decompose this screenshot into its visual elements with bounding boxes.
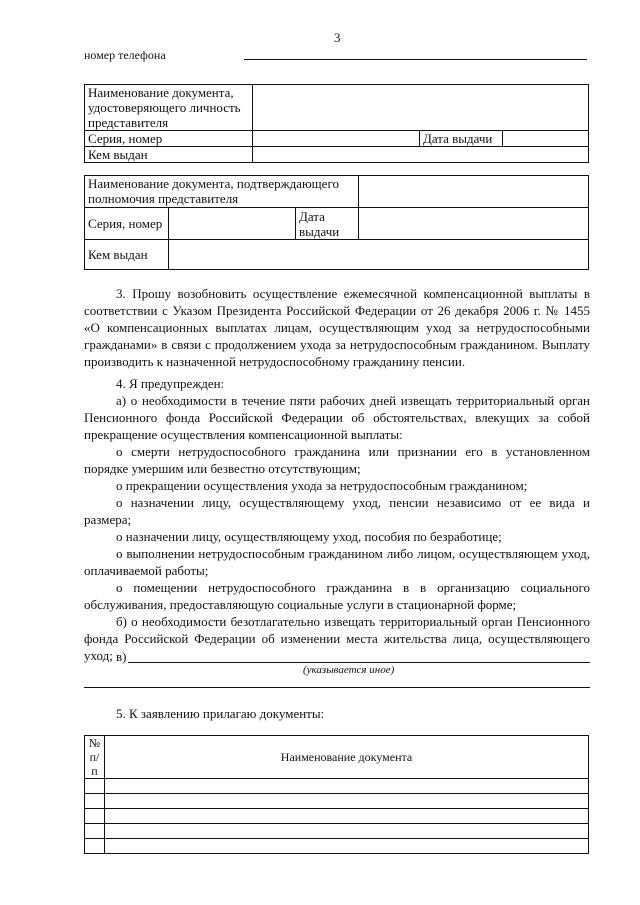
section-4-v-label: в) <box>116 649 127 664</box>
attached-docs-col-name: Наименование документа <box>105 736 589 779</box>
row-name-cell[interactable] <box>105 779 589 794</box>
rep-auth-issue-date-label: Дата выдачи <box>296 208 359 240</box>
rep-auth-issued-by-label: Кем выдан <box>85 240 169 270</box>
rep-auth-issued-by-field[interactable] <box>169 240 589 270</box>
page-number: 3 <box>334 30 341 45</box>
rep-auth-table <box>84 175 589 270</box>
section-3 <box>84 285 590 370</box>
section-4-title: 4. Я предупрежден: <box>116 376 225 391</box>
rep-auth-doc-name-field[interactable] <box>359 176 589 208</box>
section-4-item-b: б) о необходимости безотлагательно извещать территориальный орган Пенсионного фонда Российской Федерации об изменении места жительства лица, осуществляющего уход; <box>84 614 590 663</box>
section-4-item: о выполнении нетрудоспособным гражданином либо лицом, осуществляющем уход, оплачиваемой работы; <box>84 546 590 578</box>
rep-id-series-label: Серия, номер <box>85 131 253 147</box>
rep-id-table <box>84 84 589 163</box>
section-4-v-input-line-2[interactable] <box>84 687 590 688</box>
table-row <box>85 809 589 824</box>
rep-id-issued-by-label: Кем выдан <box>85 147 253 163</box>
rep-auth-series-field[interactable] <box>169 208 296 240</box>
section-4-v-hint: (указывается иное) <box>303 664 395 676</box>
rep-id-series-field[interactable] <box>253 131 420 147</box>
section-4-item: о смерти нетрудоспособного гражданина или признании его в установленном порядке умершим или безвестно отсутствующим; <box>84 444 590 476</box>
section-3-text: 3. Прошу возобновить осуществление ежемесячной компенсационной выплаты в соответствии с Указом Президента Российской Федерации от 26 декабря 2006 г. № 1455 «О компенсационных выплатах лицам, осуществляющим уход за нетрудоспособными гражданами» в связи с продолжением ухода за нетрудоспособным гражданином. Выплату производить к назначенной нетрудоспособному гражданину пенсии. <box>84 286 590 369</box>
row-name-cell[interactable] <box>105 809 589 824</box>
rep-auth-series-label: Серия, номер <box>85 208 169 240</box>
section-4-item-a: а) о необходимости в течение пяти рабочих дней извещать территориальный орган Пенсионного фонда Российской Федерации об обстоятельствах, влекущих за собой прекращение осуществления компенсационной выплаты: <box>84 393 590 442</box>
rep-auth-issue-date-field[interactable] <box>359 208 589 240</box>
section-4-item: о назначении лицу, осуществляющему уход, пособия по безработице; <box>116 529 502 544</box>
row-num-cell[interactable] <box>85 794 105 809</box>
table-row <box>85 794 589 809</box>
phone-input-line[interactable] <box>244 59 587 60</box>
rep-id-issued-by-field[interactable] <box>253 147 589 163</box>
section-4-item: о помещении нетрудоспособного гражданина в в организацию социального обслуживания, предоставляющую социальные услуги в стационарной форме; <box>84 580 590 612</box>
attached-docs-table <box>84 735 589 854</box>
section-4 <box>84 375 590 664</box>
row-num-cell[interactable] <box>85 824 105 839</box>
section-4-item: о прекращении осуществления ухода за нетрудоспособным гражданином; <box>116 478 528 493</box>
row-name-cell[interactable] <box>105 839 589 854</box>
phone-label: номер телефона <box>84 48 166 62</box>
rep-id-doc-name-field[interactable] <box>253 85 589 131</box>
row-name-cell[interactable] <box>105 824 589 839</box>
rep-id-issue-date-label: Дата выдачи <box>420 131 503 147</box>
table-row <box>85 779 589 794</box>
table-row <box>85 839 589 854</box>
row-num-cell[interactable] <box>85 839 105 854</box>
row-name-cell[interactable] <box>105 794 589 809</box>
rep-id-issue-date-field[interactable] <box>503 131 589 147</box>
table-row <box>85 824 589 839</box>
section-4-item: о назначении лицу, осуществляющему уход, пенсии независимо от ее вида и размера; <box>84 495 590 527</box>
row-num-cell[interactable] <box>85 779 105 794</box>
rep-auth-doc-name-label: Наименование документа, подтверждающего полномочия представителя <box>85 176 359 208</box>
rep-id-doc-name-label: Наименование документа, удостоверяющего личность представителя <box>85 85 253 131</box>
section-4-v-input-line[interactable] <box>128 662 590 663</box>
row-num-cell[interactable] <box>85 809 105 824</box>
section-5-title: 5. К заявлению прилагаю документы: <box>116 706 325 721</box>
attached-docs-col-num: № п/ п <box>85 736 105 779</box>
